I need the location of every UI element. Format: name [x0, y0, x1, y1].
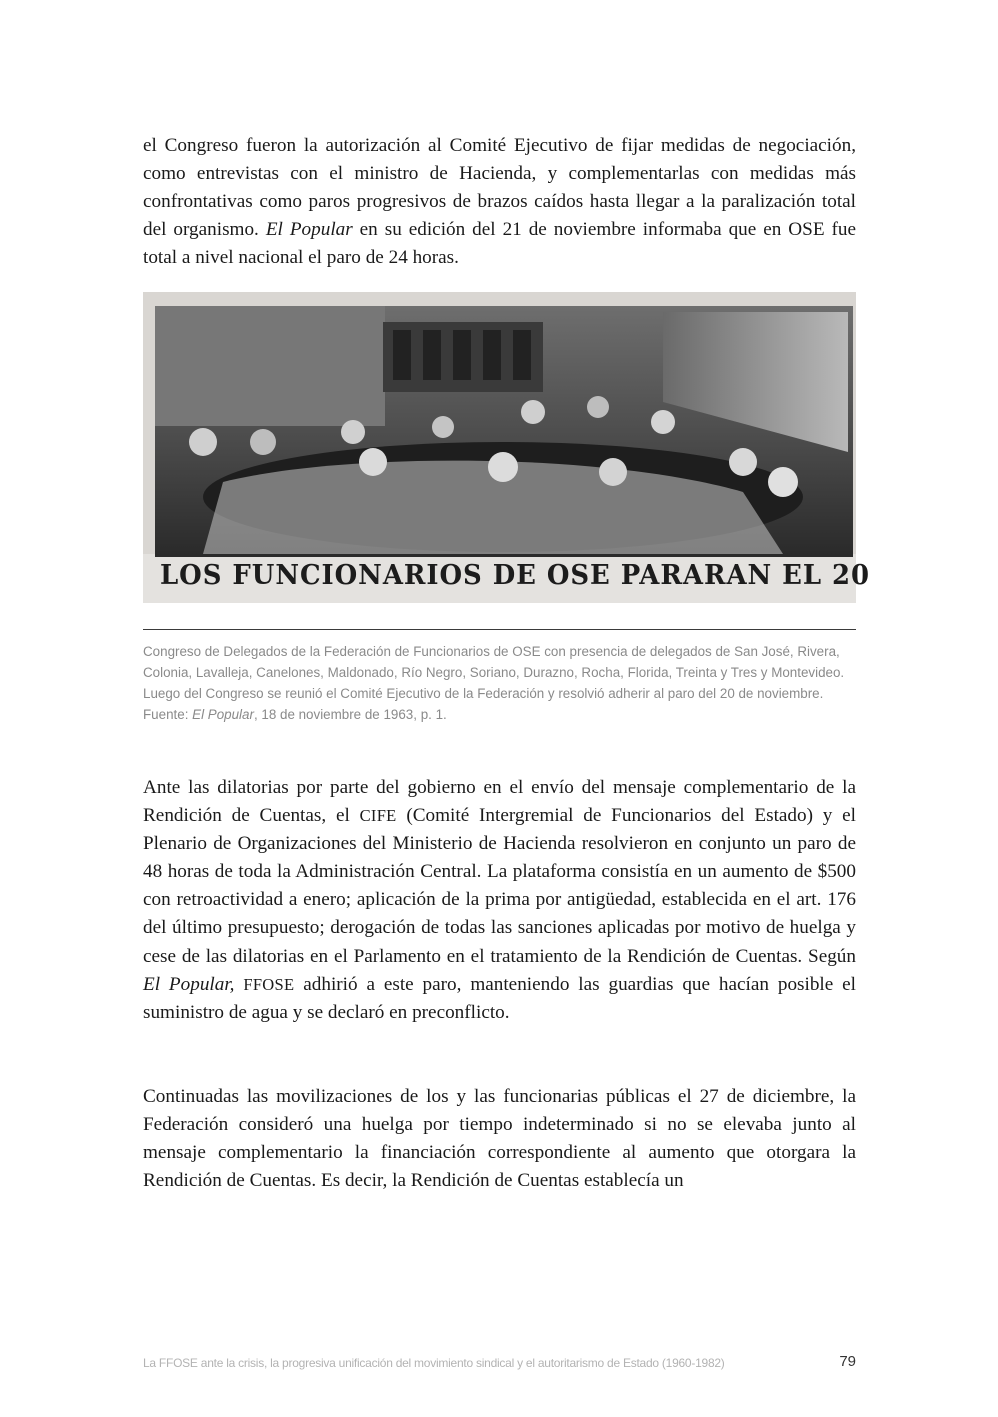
body-paragraph-3: Continuadas las movilizaciones de los y las funcionarias públicas el 27 de diciembre, la Federación consideró una huelga por tiempo indeterminado si no se elevaba junto al mensaje complementario la financiación correspondiente al aumento que otorgara la Rendición de Cuentas. Es decir, la Rendición de Cuentas establecía un: [143, 1086, 856, 1192]
body-paragraph-2: [143, 774, 856, 1027]
figure-caption: [143, 641, 856, 725]
caption-rule: [143, 629, 856, 630]
page-number: 79: [839, 1353, 856, 1370]
p2-abbr-ffose: FFOSE: [243, 974, 295, 994]
caption-text-b: , 18 de noviembre de 1963, p. 1.: [253, 707, 447, 722]
p2-text-b: (Comité Intergremial de Funcionarios del Estado) y el Plenario de Organizaciones del Ministerio de Hacienda resolvieron en conjunto un paro de 48 horas de toda la Administración Central. La plataforma consistía en un aumento de $500 con retroactividad a enero; aplicación de la prima por antigüedad, establecida en el art. 176 del último presupuesto; derogación de todas las sanciones aplicadas por motivo de huelga y cese de las dilatorias en el Parlamento en el tratamiento de la Rendición de Cuentas. Según: [143, 805, 856, 967]
p2-italic-newspaper: El Popular,: [143, 973, 235, 995]
caption-text-a: Congreso de Delegados de la Federación de Funcionarios de OSE con presencia de delegados de San José, Rivera, Colonia, Lavalleja, Canelones, Maldonado, Río Negro, Soriano, Durazno, Rocha, Florida, Treinta y Tres y Montevideo. Luego del Congreso se reunió el Comité Ejecutivo de la Federación y resolvió adherir al paro del 20 de noviembre. Fuente:: [143, 644, 845, 722]
p1-italic-newspaper: El Popular: [265, 219, 353, 241]
p2-text-a: Ante las dilatorias por parte del gobierno en el envío del mensaje complementario de la Rendición de Cuentas, el: [143, 777, 856, 827]
running-footer-title: La FFOSE ante la crisis, la progresiva unificación del movimiento sindical y el autoritarismo de Estado (1960-1982): [143, 1356, 725, 1370]
newspaper-clipping-photo: [143, 292, 871, 603]
photo-image: [143, 292, 871, 603]
caption-italic-source: El Popular: [192, 707, 254, 722]
clipping-headline: LOS FUNCIONARIOS DE OSE PARARAN EL 20: [160, 560, 871, 591]
p2-abbr-cife: CIFE: [359, 806, 397, 826]
p1-text-b: en su edición del 21 de noviembre informaba que en OSE fue total a nivel nacional el paro de 24 horas.: [143, 219, 856, 269]
p2-text-d: adhirió a este paro, manteniendo las guardias que hacían posible el suministro de agua y se declaró en preconflicto.: [143, 973, 856, 1023]
body-paragraph-1: [143, 132, 856, 272]
p1-text-a: el Congreso fueron la autorización al Comité Ejecutivo de fijar medidas de negociación, como entrevistas con el ministro de Hacienda, y complementarlas con medidas más confrontativas como paros progresivos de brazos caídos hasta llegar a la paralización total del organismo.: [143, 135, 856, 241]
